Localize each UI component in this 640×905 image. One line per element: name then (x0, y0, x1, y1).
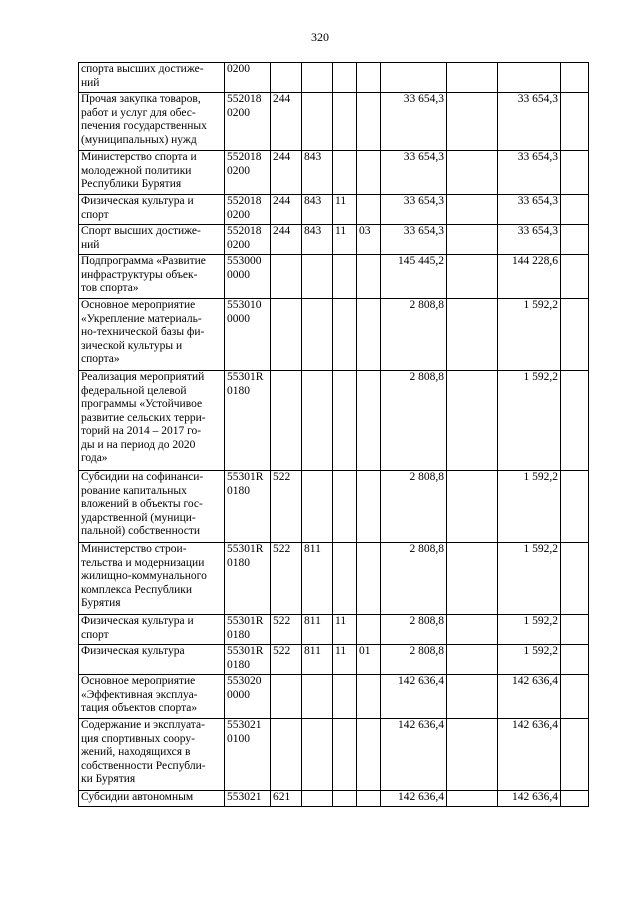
amount-year2: 33 654,3 (498, 225, 561, 255)
expense-type: 244 (271, 93, 302, 151)
subsection-code (357, 791, 381, 807)
ministry-code: 843 (302, 151, 333, 195)
amount-year1: 2 808,8 (381, 471, 447, 543)
budget-table (78, 62, 589, 807)
row-name: Содержание и эксплуата- ция спортивных соору- жений, находящихся в собственности Республи- ки Бурятия (79, 719, 225, 791)
ministry-code (302, 791, 333, 807)
empty-cell (447, 93, 498, 151)
empty-cell (447, 299, 498, 371)
amount-year2: 33 654,3 (498, 195, 561, 225)
ministry-code: 843 (302, 195, 333, 225)
empty-cell (447, 791, 498, 807)
section-code: 11 (333, 195, 357, 225)
target-code: 552018 0200 (225, 151, 271, 195)
subsection-code (357, 615, 381, 645)
expense-type (271, 719, 302, 791)
amount-year1: 2 808,8 (381, 299, 447, 371)
empty-cell (447, 255, 498, 299)
amount-year1: 33 654,3 (381, 151, 447, 195)
expense-type: 522 (271, 471, 302, 543)
table-row (79, 645, 589, 675)
target-code: 0200 (225, 63, 271, 93)
ministry-code (302, 675, 333, 719)
subsection-code (357, 151, 381, 195)
empty-cell (561, 675, 589, 719)
empty-cell (561, 299, 589, 371)
target-code: 553010 0000 (225, 299, 271, 371)
row-name: Физическая культура и спорт (79, 615, 225, 645)
subsection-code: 03 (357, 225, 381, 255)
row-name: Основное мероприятие «Эффективная эксплуа- тация объектов спорта» (79, 675, 225, 719)
section-code: 11 (333, 615, 357, 645)
subsection-code: 01 (357, 645, 381, 675)
empty-cell (561, 371, 589, 471)
amount-year2: 142 636,4 (498, 675, 561, 719)
amount-year2: 142 636,4 (498, 791, 561, 807)
ministry-code (302, 63, 333, 93)
expense-type (271, 675, 302, 719)
amount-year2: 1 592,2 (498, 471, 561, 543)
amount-year2: 1 592,2 (498, 299, 561, 371)
subsection-code (357, 371, 381, 471)
subsection-code (357, 543, 381, 615)
empty-cell (561, 225, 589, 255)
empty-cell (447, 471, 498, 543)
row-name: Подпрограмма «Развитие инфраструктуры объек- тов спорта» (79, 255, 225, 299)
row-name: Субсидии на софинанси- рование капитальных вложений в объекты гос- ударственной (муници- пальной) собственности (79, 471, 225, 543)
section-code (333, 299, 357, 371)
section-code: 11 (333, 645, 357, 675)
row-name: Министерство строи- тельства и модернизации жилищно-коммунального комплекса Республики Бурятия (79, 543, 225, 615)
empty-cell (447, 371, 498, 471)
target-code: 553021 0100 (225, 719, 271, 791)
subsection-code (357, 719, 381, 791)
expense-type (271, 299, 302, 371)
empty-cell (561, 645, 589, 675)
amount-year1: 2 808,8 (381, 543, 447, 615)
amount-year1: 2 808,8 (381, 645, 447, 675)
target-code: 553020 0000 (225, 675, 271, 719)
page-number: 320 (311, 30, 329, 44)
empty-cell (447, 719, 498, 791)
amount-year1: 145 445,2 (381, 255, 447, 299)
amount-year1: 142 636,4 (381, 719, 447, 791)
target-code: 55301R 0180 (225, 615, 271, 645)
empty-cell (561, 615, 589, 645)
empty-cell (447, 615, 498, 645)
empty-cell (447, 225, 498, 255)
amount-year1: 142 636,4 (381, 791, 447, 807)
table-row (79, 225, 589, 255)
subsection-code (357, 675, 381, 719)
empty-cell (561, 63, 589, 93)
ministry-code (302, 299, 333, 371)
section-code: 11 (333, 225, 357, 255)
empty-cell (447, 195, 498, 225)
table-row (79, 93, 589, 151)
table-row (79, 151, 589, 195)
empty-cell (561, 791, 589, 807)
amount-year1: 33 654,3 (381, 225, 447, 255)
section-code (333, 255, 357, 299)
expense-type: 522 (271, 543, 302, 615)
row-name: Реализация мероприятий федеральной целевой программы «Устойчивое развитие сельских терри- торий на 2014 – 2017 го- ды и на период до 2020 года» (79, 371, 225, 471)
table-row (79, 195, 589, 225)
amount-year2 (498, 63, 561, 93)
amount-year1: 2 808,8 (381, 615, 447, 645)
subsection-code (357, 93, 381, 151)
table-row (79, 791, 589, 807)
empty-cell (561, 151, 589, 195)
target-code: 553021 (225, 791, 271, 807)
amount-year2: 1 592,2 (498, 615, 561, 645)
empty-cell (561, 471, 589, 543)
expense-type: 621 (271, 791, 302, 807)
empty-cell (561, 255, 589, 299)
amount-year2: 1 592,2 (498, 645, 561, 675)
expense-type: 244 (271, 151, 302, 195)
row-name: Министерство спорта и молодежной политики Республики Бурятия (79, 151, 225, 195)
section-code (333, 471, 357, 543)
target-code: 55301R 0180 (225, 371, 271, 471)
section-code (333, 791, 357, 807)
section-code (333, 63, 357, 93)
row-name: Физическая культура и спорт (79, 195, 225, 225)
amount-year1: 33 654,3 (381, 195, 447, 225)
table-row (79, 63, 589, 93)
budget-table-body (79, 63, 589, 807)
target-code: 55301R 0180 (225, 471, 271, 543)
expense-type (271, 63, 302, 93)
subsection-code (357, 471, 381, 543)
expense-type: 522 (271, 615, 302, 645)
ministry-code: 811 (302, 645, 333, 675)
expense-type: 244 (271, 225, 302, 255)
table-row (79, 255, 589, 299)
target-code: 553000 0000 (225, 255, 271, 299)
ministry-code: 811 (302, 615, 333, 645)
expense-type: 244 (271, 195, 302, 225)
empty-cell (447, 63, 498, 93)
row-name: Субсидии автономным (79, 791, 225, 807)
amount-year2: 1 592,2 (498, 543, 561, 615)
empty-cell (447, 151, 498, 195)
ministry-code: 843 (302, 225, 333, 255)
amount-year2: 144 228,6 (498, 255, 561, 299)
section-code (333, 371, 357, 471)
empty-cell (561, 543, 589, 615)
table-row (79, 299, 589, 371)
ministry-code (302, 255, 333, 299)
empty-cell (447, 675, 498, 719)
target-code: 55301R 0180 (225, 645, 271, 675)
row-name: Прочая закупка товаров, работ и услуг для обес- печения государственных (муниципальных) нужд (79, 93, 225, 151)
amount-year2: 1 592,2 (498, 371, 561, 471)
table-row (79, 371, 589, 471)
table-row (79, 615, 589, 645)
target-code: 55301R 0180 (225, 543, 271, 615)
subsection-code (357, 255, 381, 299)
section-code (333, 543, 357, 615)
empty-cell (561, 93, 589, 151)
target-code: 552018 0200 (225, 93, 271, 151)
table-row (79, 675, 589, 719)
row-name: Спорт высших достиже- ний (79, 225, 225, 255)
empty-cell (447, 645, 498, 675)
amount-year2: 142 636,4 (498, 719, 561, 791)
row-name: спорта высших достиже- ний (79, 63, 225, 93)
empty-cell (561, 195, 589, 225)
subsection-code (357, 299, 381, 371)
amount-year2: 33 654,3 (498, 93, 561, 151)
row-name: Основное мероприятие «Укрепление материаль- но-технической базы фи- зической культуры и спорта» (79, 299, 225, 371)
expense-type: 522 (271, 645, 302, 675)
empty-cell (561, 719, 589, 791)
table-row (79, 471, 589, 543)
ministry-code (302, 719, 333, 791)
section-code (333, 151, 357, 195)
ministry-code (302, 93, 333, 151)
ministry-code (302, 471, 333, 543)
row-name: Физическая культура (79, 645, 225, 675)
section-code (333, 719, 357, 791)
target-code: 552018 0200 (225, 195, 271, 225)
expense-type (271, 371, 302, 471)
ministry-code (302, 371, 333, 471)
amount-year1 (381, 63, 447, 93)
subsection-code (357, 195, 381, 225)
amount-year1: 142 636,4 (381, 675, 447, 719)
amount-year2: 33 654,3 (498, 151, 561, 195)
table-row (79, 719, 589, 791)
expense-type (271, 255, 302, 299)
section-code (333, 93, 357, 151)
ministry-code: 811 (302, 543, 333, 615)
empty-cell (447, 543, 498, 615)
table-row (79, 543, 589, 615)
target-code: 552018 0200 (225, 225, 271, 255)
amount-year1: 2 808,8 (381, 371, 447, 471)
section-code (333, 675, 357, 719)
amount-year1: 33 654,3 (381, 93, 447, 151)
subsection-code (357, 63, 381, 93)
